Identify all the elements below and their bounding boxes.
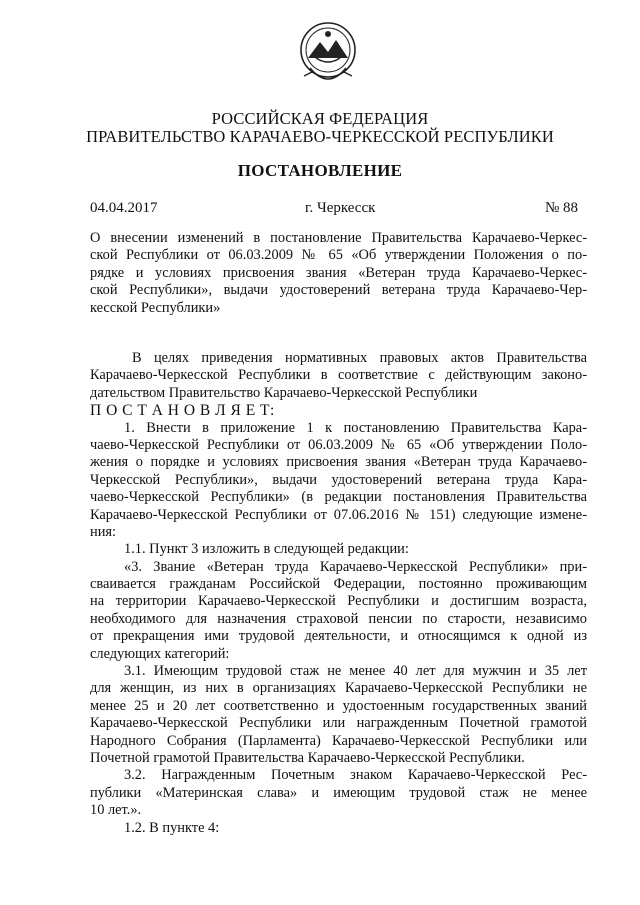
body-line: необходимого для назначения страховой пенсии по старости, независимо <box>90 610 587 627</box>
body-line: на территории Карачаево-Черкесской Республики и достигшим возраста, <box>90 593 587 610</box>
body-line: чаево-Черкесской Республики от 06.03.2009 № 65 «Об утверждении Поло- <box>90 436 587 453</box>
body-line: чаево-Черкесской Республики» (в редакции постановления Правительства <box>90 489 587 506</box>
body-line: от прекращения ими трудовой деятельности, и относящимся к одной из <box>90 628 587 645</box>
body-line: Карачаево-Черкесской Республики или награжденным Почетной грамотой <box>90 715 587 732</box>
body-line: сваивается гражданам Российской Федерации, постоянно проживающим <box>90 576 587 593</box>
body-line: В целях приведения нормативных правовых актов Правительства <box>132 350 587 366</box>
subject-line: кесской Республики» <box>90 299 221 316</box>
header-government: ПРАВИТЕЛЬСТВО КАРАЧАЕВО-ЧЕРКЕССКОЙ РЕСПУБЛИКИ <box>86 127 554 146</box>
body-line: Почетной грамотой Правительства Карачаево-Черкесской Республики. <box>90 749 525 766</box>
document-date: 04.04.2017 <box>90 200 158 216</box>
document-city: г. Черкесск <box>305 200 376 216</box>
body-line: следующих категорий: <box>90 645 230 662</box>
body-line: менее 25 и 20 лет соответственно и удостоенным государственных званий <box>90 697 587 714</box>
body-line: жения о порядке и условиях присвоения звания «Ветеран труда Карачаево- <box>90 454 587 471</box>
body-line: Черкесской Республики», выдачи удостоверений ветерана труда Кара- <box>90 471 587 488</box>
body-line: Народного Собрания (Парламента) Карачаево-Черкесской Республики или <box>90 732 587 749</box>
resolution-word: П О С Т А Н О В Л Я Е Т: <box>90 402 275 420</box>
subject-line: ской Республики от 06.03.2009 № 65 «Об утверждении Положения о по- <box>90 247 587 264</box>
coat-of-arms-icon <box>298 20 358 92</box>
body-line: публики «Материнская слава» и имеющим трудовой стаж не менее <box>90 784 587 801</box>
body-line: Карачаево-Черкесской Республики от 07.06.2016 № 151) следующие измене- <box>90 506 587 523</box>
body-line: ния: <box>90 523 117 540</box>
subject-line: рядке и условиях присвоения звания «Ветеран труда Карачаево-Черкес- <box>90 264 587 281</box>
body-line: 10 лет.». <box>90 802 142 819</box>
body-line: Карачаево-Черкесской Республики в соответствие с действующим законо- <box>90 367 587 384</box>
body-line: 3.2. Награжденным Почетным знаком Карачаево-Черкесской Рес- <box>124 767 587 784</box>
header-country: РОССИЙСКАЯ ФЕДЕРАЦИЯ <box>211 109 429 128</box>
subject-line: О внесении изменений в постановление Правительства Карачаево-Черкес- <box>90 230 587 246</box>
document-number: № 88 <box>545 200 579 216</box>
body-line: 3.1. Имеющим трудовой стаж не менее 40 лет для мужчин и 35 лет <box>124 663 587 680</box>
body-line: 1.1. Пункт 3 изложить в следующей редакции: <box>124 541 409 558</box>
document-subject <box>90 230 587 317</box>
body-line: 1.2. В пункте 4: <box>124 819 220 836</box>
body-line: 1. Внести в приложение 1 к постановлению Правительства Кара- <box>124 419 587 436</box>
body-line: дательством Правительство Карачаево-Черкесской Республики <box>90 384 478 401</box>
body-line: для женщин, из них в организациях Карачаево-Черкесской Республики не <box>90 680 587 697</box>
document-body <box>90 350 587 837</box>
document-type: ПОСТАНОВЛЕНИЕ <box>237 161 403 180</box>
subject-line: ской Республики», выдачи удостоверений ветерана труда Карачаево-Чер- <box>90 282 587 299</box>
body-line: «3. Звание «Ветеран труда Карачаево-Черкесской Республики» при- <box>124 558 587 575</box>
